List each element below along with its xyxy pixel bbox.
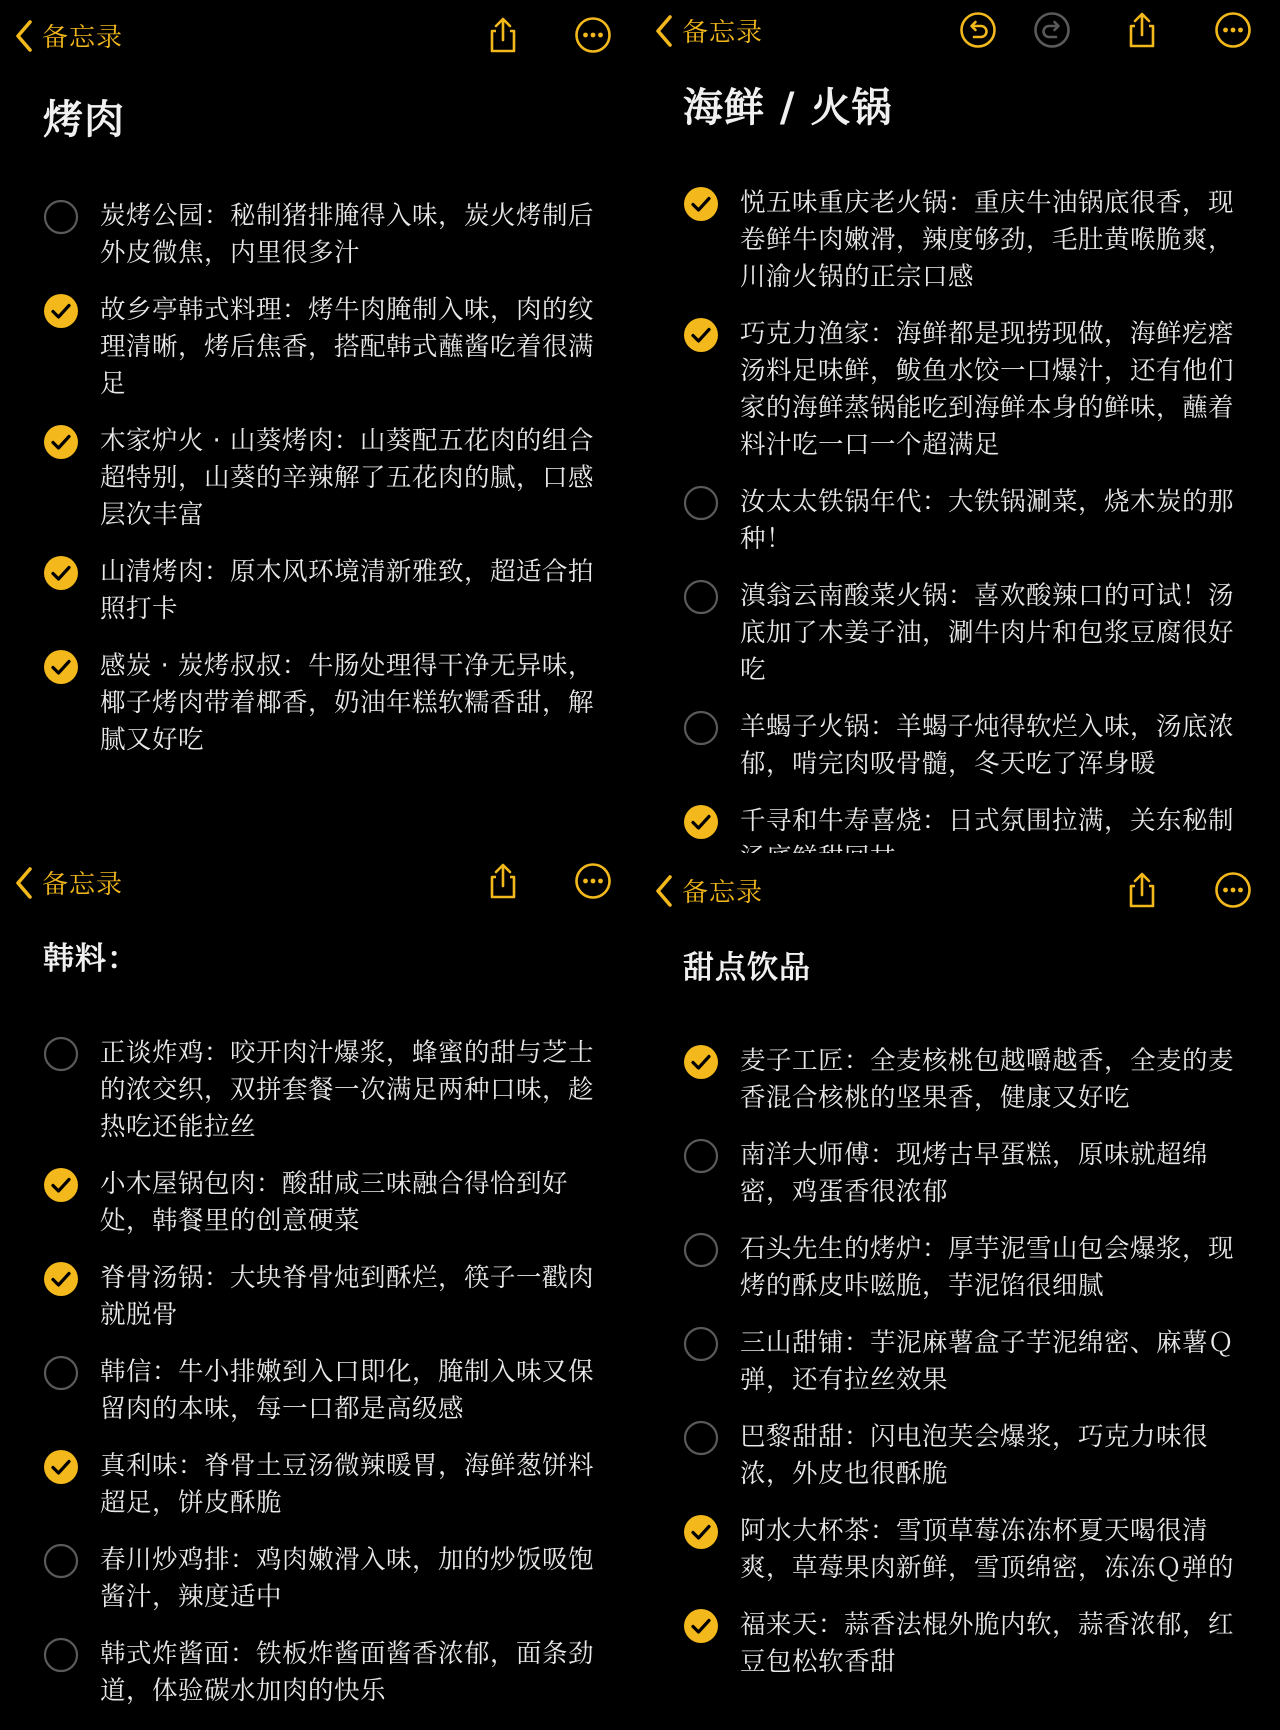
- back-button[interactable]: [14, 864, 123, 901]
- checkbox-unchecked[interactable]: [683, 1420, 719, 1456]
- empty-circle-icon: [683, 1232, 719, 1268]
- checkbox-unchecked[interactable]: [43, 1543, 79, 1579]
- back-button[interactable]: [654, 872, 763, 909]
- list-item: 三山甜铺：芋泥麻薯盒子芋泥绵密、麻薯Ｑ弹，还有拉丝效果: [683, 1325, 1243, 1399]
- nav-bar: [640, 853, 1280, 923]
- chevron-left-icon: [14, 866, 34, 900]
- list-item: 巧克力渔家：海鲜都是现捞现做，海鲜疙瘩汤料足味鲜，鲅鱼水饺一口爆汁，还有他们家的海鲜蒸锅能吃到海鲜本身的鲜味，蘸着料汁吃一口一个超满足: [683, 316, 1243, 464]
- undo-button[interactable]: [958, 10, 998, 50]
- share-button[interactable]: [1122, 870, 1162, 910]
- checkbox-unchecked[interactable]: [43, 199, 79, 235]
- list-item: 感炭 · 炭烤叔叔：牛肠处理得干净无异味，椰子烤肉带着椰香，奶油年糕软糯香甜，解腻又好吃: [43, 648, 603, 759]
- more-icon: [1213, 870, 1253, 910]
- checkbox-checked[interactable]: [683, 1514, 719, 1550]
- list-item: 滇翁云南酸菜火锅：喜欢酸辣口的可试！汤底加了木姜子油，涮牛肉片和包浆豆腐很好吃: [683, 578, 1243, 689]
- list-item: 悦五味重庆老火锅：重庆牛油锅底很香，现卷鲜牛肉嫩滑，辣度够劲，毛肚黄喉脆爽，川渝火锅的正宗口感: [683, 185, 1243, 296]
- list-item: 真利味：脊骨土豆汤微辣暖胃，海鲜葱饼料超足，饼皮酥脆: [43, 1448, 603, 1522]
- checkbox-unchecked[interactable]: [683, 485, 719, 521]
- checklist: [683, 1043, 1243, 1701]
- note-title: 海鲜 / 火锅: [683, 85, 893, 131]
- checkmark-circle-icon: [43, 555, 79, 591]
- share-button[interactable]: [483, 15, 523, 55]
- back-button[interactable]: [14, 17, 123, 54]
- nav-bar: [640, 0, 1280, 70]
- list-item: 脊骨汤锅：大块脊骨炖到酥烂，筷子一戳肉就脱骨: [43, 1260, 603, 1334]
- checklist: [43, 1035, 603, 1730]
- list-item: 石头先生的烤炉：厚芋泥雪山包会爆浆，现烤的酥皮咔嗞脆，芋泥馅很细腻: [683, 1231, 1243, 1305]
- checkbox-checked[interactable]: [683, 317, 719, 353]
- more-icon: [573, 861, 613, 901]
- redo-icon: [1032, 10, 1072, 50]
- more-button[interactable]: [573, 861, 613, 901]
- note-panel-korean: [0, 853, 640, 1706]
- list-item: 福来天：蒜香法棍外脆内软，蒜香浓郁，红豆包松软香甜: [683, 1607, 1243, 1681]
- checkmark-circle-icon: [43, 1449, 79, 1485]
- list-item: 巴黎甜甜：闪电泡芙会爆浆，巧克力味很浓，外皮也很酥脆: [683, 1419, 1243, 1493]
- checkbox-unchecked[interactable]: [683, 579, 719, 615]
- note-title: 韩料：: [43, 941, 139, 977]
- checklist: [683, 185, 1243, 897]
- checkmark-circle-icon: [683, 186, 719, 222]
- checkmark-circle-icon: [683, 317, 719, 353]
- checkmark-circle-icon: [43, 1261, 79, 1297]
- empty-circle-icon: [683, 710, 719, 746]
- checkbox-unchecked[interactable]: [43, 1637, 79, 1673]
- list-item: 麦子工匠：全麦核桃包越嚼越香，全麦的麦香混合核桃的坚果香，健康又好吃: [683, 1043, 1243, 1117]
- checkbox-checked[interactable]: [683, 186, 719, 222]
- back-label: 备忘录: [42, 23, 124, 53]
- empty-circle-icon: [43, 1543, 79, 1579]
- back-label: 备忘录: [682, 878, 764, 908]
- list-item: 阿水大杯茶：雪顶草莓冻冻杯夏天喝很清爽，草莓果肉新鲜，雪顶绵密，冻冻Ｑ弹的: [683, 1513, 1243, 1587]
- checkbox-checked[interactable]: [43, 1167, 79, 1203]
- checkbox-checked[interactable]: [43, 293, 79, 329]
- checkbox-unchecked[interactable]: [43, 1355, 79, 1391]
- checkbox-unchecked[interactable]: [683, 710, 719, 746]
- list-item: 正谈炸鸡：咬开肉汁爆浆，蜂蜜的甜与芝士的浓交织，双拼套餐一次满足两种口味，趁热吃还能拉丝: [43, 1035, 603, 1146]
- checkbox-unchecked[interactable]: [683, 1138, 719, 1174]
- share-button[interactable]: [1122, 10, 1162, 50]
- list-item: 羊蝎子火锅：羊蝎子炖得软烂入味，汤底浓郁，啃完肉吸骨髓，冬天吃了浑身暖: [683, 709, 1243, 783]
- list-item: 韩式炸酱面：铁板炸酱面酱香浓郁，面条劲道，体验碳水加肉的快乐: [43, 1636, 603, 1710]
- list-item: 韩信：牛小排嫩到入口即化，腌制入味又保留肉的本味，每一口都是高级感: [43, 1354, 603, 1428]
- checklist: [43, 198, 603, 779]
- checkbox-checked[interactable]: [43, 1261, 79, 1297]
- note-panel-desserts-drinks: [640, 853, 1280, 1706]
- list-item: 春川炒鸡排：鸡肉嫩滑入味，加的炒饭吸饱酱汁，辣度适中: [43, 1542, 603, 1616]
- checkmark-circle-icon: [43, 1167, 79, 1203]
- checkmark-circle-icon: [683, 1044, 719, 1080]
- checkmark-circle-icon: [43, 293, 79, 329]
- checkmark-circle-icon: [43, 649, 79, 685]
- list-item: 小木屋锅包肉：酸甜咸三味融合得恰到好处，韩餐里的创意硬菜: [43, 1166, 603, 1240]
- list-item: 炭烤公园：秘制猪排腌得入味，炭火烤制后外皮微焦，内里很多汁: [43, 198, 603, 272]
- back-button[interactable]: [654, 12, 763, 49]
- list-item: 木家炉火 · 山葵烤肉：山葵配五花肉的组合超特别，山葵的辛辣解了五花肉的腻，口感层次丰富: [43, 423, 603, 534]
- checkmark-circle-icon: [683, 1514, 719, 1550]
- checkbox-checked[interactable]: [683, 1044, 719, 1080]
- note-title: 烤肉: [43, 97, 125, 143]
- more-button[interactable]: [1213, 10, 1253, 50]
- empty-circle-icon: [683, 1326, 719, 1362]
- checkbox-checked[interactable]: [683, 1608, 719, 1644]
- empty-circle-icon: [683, 1138, 719, 1174]
- chevron-left-icon: [654, 874, 674, 908]
- more-button[interactable]: [573, 15, 613, 55]
- share-button[interactable]: [483, 861, 523, 901]
- checkmark-circle-icon: [683, 804, 719, 840]
- checkbox-checked[interactable]: [43, 649, 79, 685]
- nav-bar: [0, 853, 640, 923]
- empty-circle-icon: [43, 199, 79, 235]
- checkbox-checked[interactable]: [43, 1449, 79, 1485]
- empty-circle-icon: [683, 485, 719, 521]
- checkmark-circle-icon: [43, 424, 79, 460]
- checkbox-checked[interactable]: [43, 555, 79, 591]
- more-icon: [573, 15, 613, 55]
- list-item: 南洋大师傅：现烤古早蛋糕，原味就超绵密，鸡蛋香很浓郁: [683, 1137, 1243, 1211]
- checkbox-unchecked[interactable]: [43, 1036, 79, 1072]
- list-item: 千寻和牛寿喜烧：日式氛围拉满，关东秘制: [683, 803, 1243, 877]
- share-icon: [483, 861, 523, 901]
- more-icon: [1213, 10, 1253, 50]
- checkbox-unchecked[interactable]: [683, 1232, 719, 1268]
- empty-circle-icon: [43, 1355, 79, 1391]
- note-panel-bbq: [0, 0, 640, 853]
- checkbox-checked[interactable]: [683, 804, 719, 840]
- undo-icon: [958, 10, 998, 50]
- empty-circle-icon: [43, 1637, 79, 1673]
- more-button[interactable]: [1213, 870, 1253, 910]
- back-label: 备忘录: [42, 870, 124, 900]
- empty-circle-icon: [683, 579, 719, 615]
- redo-button[interactable]: [1032, 10, 1072, 50]
- share-icon: [1122, 10, 1162, 50]
- empty-circle-icon: [43, 1036, 79, 1072]
- list-item: 故乡亭韩式料理：烤牛肉腌制入味，肉的纹理清晰，烤后焦香，搭配韩式蘸酱吃着很满足: [43, 292, 603, 403]
- back-label: 备忘录: [682, 18, 764, 48]
- checkbox-unchecked[interactable]: [683, 1326, 719, 1362]
- list-item: 汝太太铁锅年代：大铁锅涮菜，烧木炭的那种！: [683, 484, 1243, 558]
- chevron-left-icon: [654, 14, 674, 48]
- empty-circle-icon: [683, 1420, 719, 1456]
- checkmark-circle-icon: [683, 1608, 719, 1644]
- nav-bar: [0, 0, 640, 70]
- share-icon: [1122, 870, 1162, 910]
- note-title: 甜点饮品: [683, 950, 811, 986]
- share-icon: [483, 15, 523, 55]
- checkbox-checked[interactable]: [43, 424, 79, 460]
- chevron-left-icon: [14, 19, 34, 53]
- note-panel-seafood-hotpot: [640, 0, 1280, 853]
- list-item: 山清烤肉：原木风环境清新雅致，超适合拍照打卡: [43, 554, 603, 628]
